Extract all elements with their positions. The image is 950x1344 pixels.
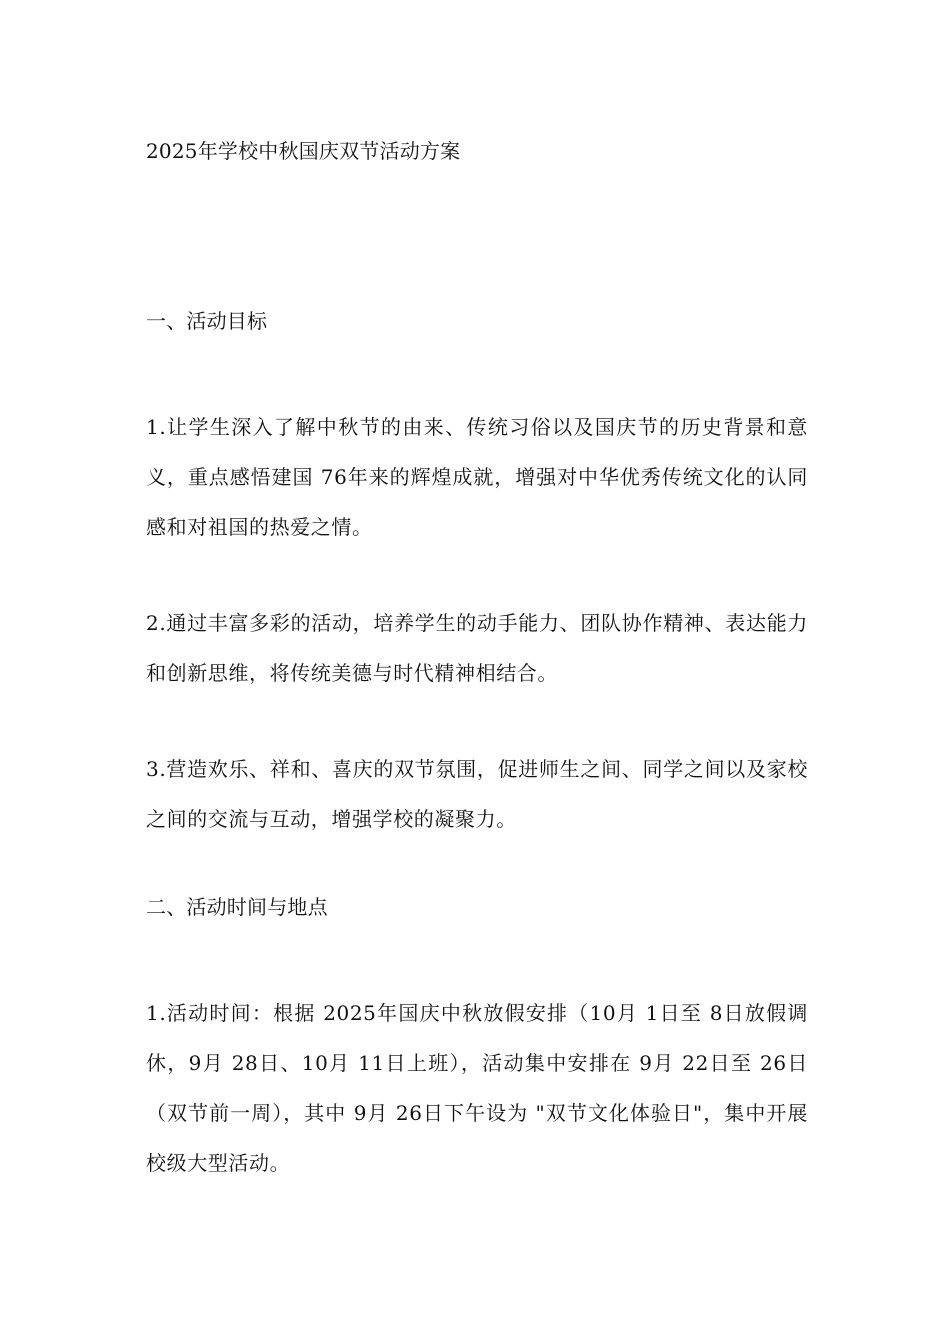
spacer: [146, 698, 808, 744]
paragraph: 2.通过丰富多彩的活动，培养学生的动手能力、团队协作精神、表达能力和创新思维，将传统美德与时代精神相结合。: [146, 611, 808, 685]
spacer: [146, 552, 808, 598]
document-title: 2025年学校中秋国庆双节活动方案: [146, 139, 461, 163]
spacer: [146, 338, 808, 402]
section-heading: 二、活动时间与地点: [146, 895, 328, 919]
spacer: [146, 924, 808, 988]
document-body: [146, 134, 808, 1188]
section-goals: [146, 304, 808, 890]
spacer: [146, 168, 808, 304]
paragraph: 1.让学生深入了解中秋节的由来、传统习俗以及国庆节的历史背景和意义，重点感悟建国 76年来的辉煌成就，增强对中华优秀传统文化的认同感和对祖国的热爱之情。: [146, 415, 808, 539]
section-time-location: [146, 890, 808, 1188]
spacer: [146, 844, 808, 890]
section-heading: 一、活动目标: [146, 309, 268, 333]
paragraph: 1.活动时间：根据 2025年国庆中秋放假安排（10月 1日至 8日放假调休，9月 28日、10月 11日上班），活动集中安排在 9月 22日至 26日（双节前一周），其中 9月 26日下午设为 "双节文化体验日"，集中开展校级大型活动。: [146, 1001, 808, 1175]
paragraph: 3.营造欢乐、祥和、喜庆的双节氛围，促进师生之间、同学之间以及家校之间的交流与互动，增强学校的凝聚力。: [146, 757, 808, 831]
